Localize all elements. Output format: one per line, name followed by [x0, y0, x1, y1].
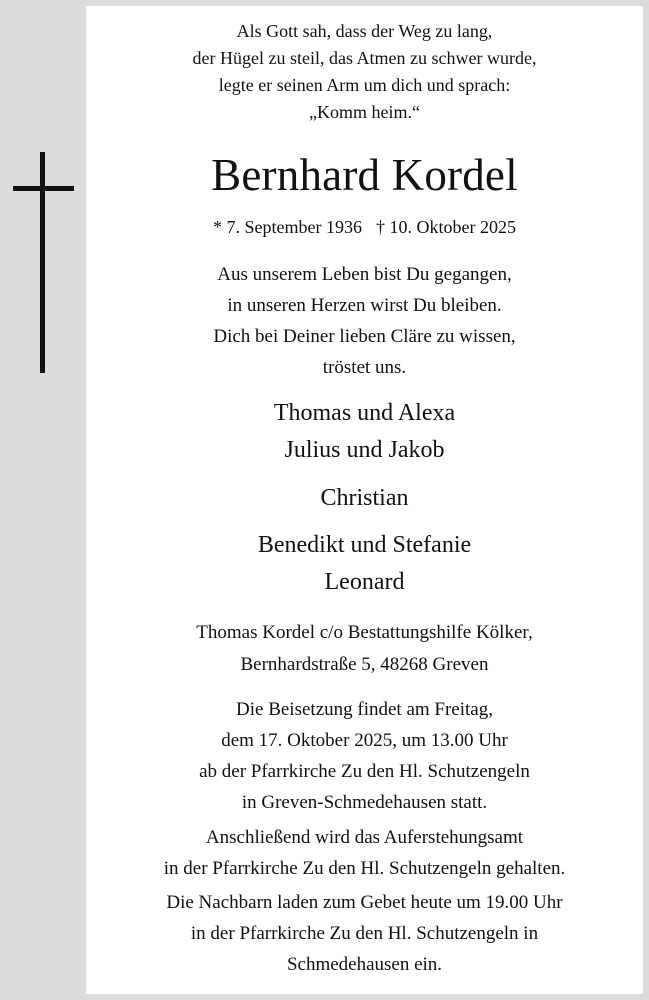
- funeral-line: ab der Pfarrkirche Zu den Hl. Schutzengeln: [199, 761, 530, 782]
- poem-line: „Komm heim.“: [309, 102, 420, 122]
- poem-line: legte er seinen Arm um dich und sprach:: [218, 75, 511, 95]
- funeral-line: in Greven-Schmedehausen statt.: [241, 792, 488, 813]
- mourner-name: Thomas und Alexa: [273, 400, 456, 426]
- comfort-line: Aus unserem Leben bist Du gegangen,: [217, 264, 512, 285]
- prayer-notice: [86, 887, 643, 980]
- comfort-line: Dich bei Deiner lieben Cläre zu wissen,: [213, 326, 516, 347]
- mourners-group-2: [86, 480, 643, 517]
- contact-address: [86, 617, 643, 681]
- mourners-group-3: [86, 527, 643, 601]
- mourner-name: Julius und Jakob: [284, 437, 445, 463]
- poem-line: Als Gott sah, dass der Weg zu lang,: [236, 21, 493, 41]
- life-dates: [86, 214, 643, 240]
- mass-line: Anschließend wird das Auferstehungsamt: [205, 827, 524, 848]
- mass-notice: [86, 822, 643, 884]
- funeral-notice: [86, 694, 643, 818]
- address-line: Bernhardstraße 5, 48268 Greven: [240, 654, 489, 675]
- birth-date: * 7. September 1936: [213, 217, 362, 237]
- funeral-line: Die Beisetzung findet am Freitag,: [236, 699, 493, 720]
- address-line: Thomas Kordel c/o Bestattungshilfe Kölker,: [196, 622, 533, 643]
- death-date: † 10. Oktober 2025: [376, 217, 516, 237]
- comfort-line: in unseren Herzen wirst Du bleiben.: [227, 295, 502, 316]
- mourner-name: Benedikt und Stefanie: [257, 532, 472, 558]
- mass-line: in der Pfarrkirche Zu den Hl. Schutzengeln gehalten.: [163, 858, 566, 879]
- opening-poem: [86, 18, 643, 126]
- mourners-group-1: [86, 395, 643, 469]
- funeral-line: dem 17. Oktober 2025, um 13.00 Uhr: [221, 730, 508, 751]
- mourner-name: Christian: [320, 485, 409, 511]
- mourner-name: Leonard: [324, 569, 405, 595]
- deceased-name: Bernhard Kordel: [211, 150, 518, 200]
- prayer-line: Die Nachbarn laden zum Gebet heute um 19.00 Uhr: [166, 892, 563, 913]
- latin-cross-icon: [0, 0, 86, 400]
- comfort-verse: [86, 259, 643, 383]
- comfort-line: tröstet uns.: [322, 357, 407, 378]
- poem-line: der Hügel zu steil, das Atmen zu schwer wurde,: [192, 48, 537, 68]
- prayer-line: in der Pfarrkirche Zu den Hl. Schutzengeln in: [190, 923, 539, 944]
- prayer-line: Schmedehausen ein.: [286, 954, 443, 975]
